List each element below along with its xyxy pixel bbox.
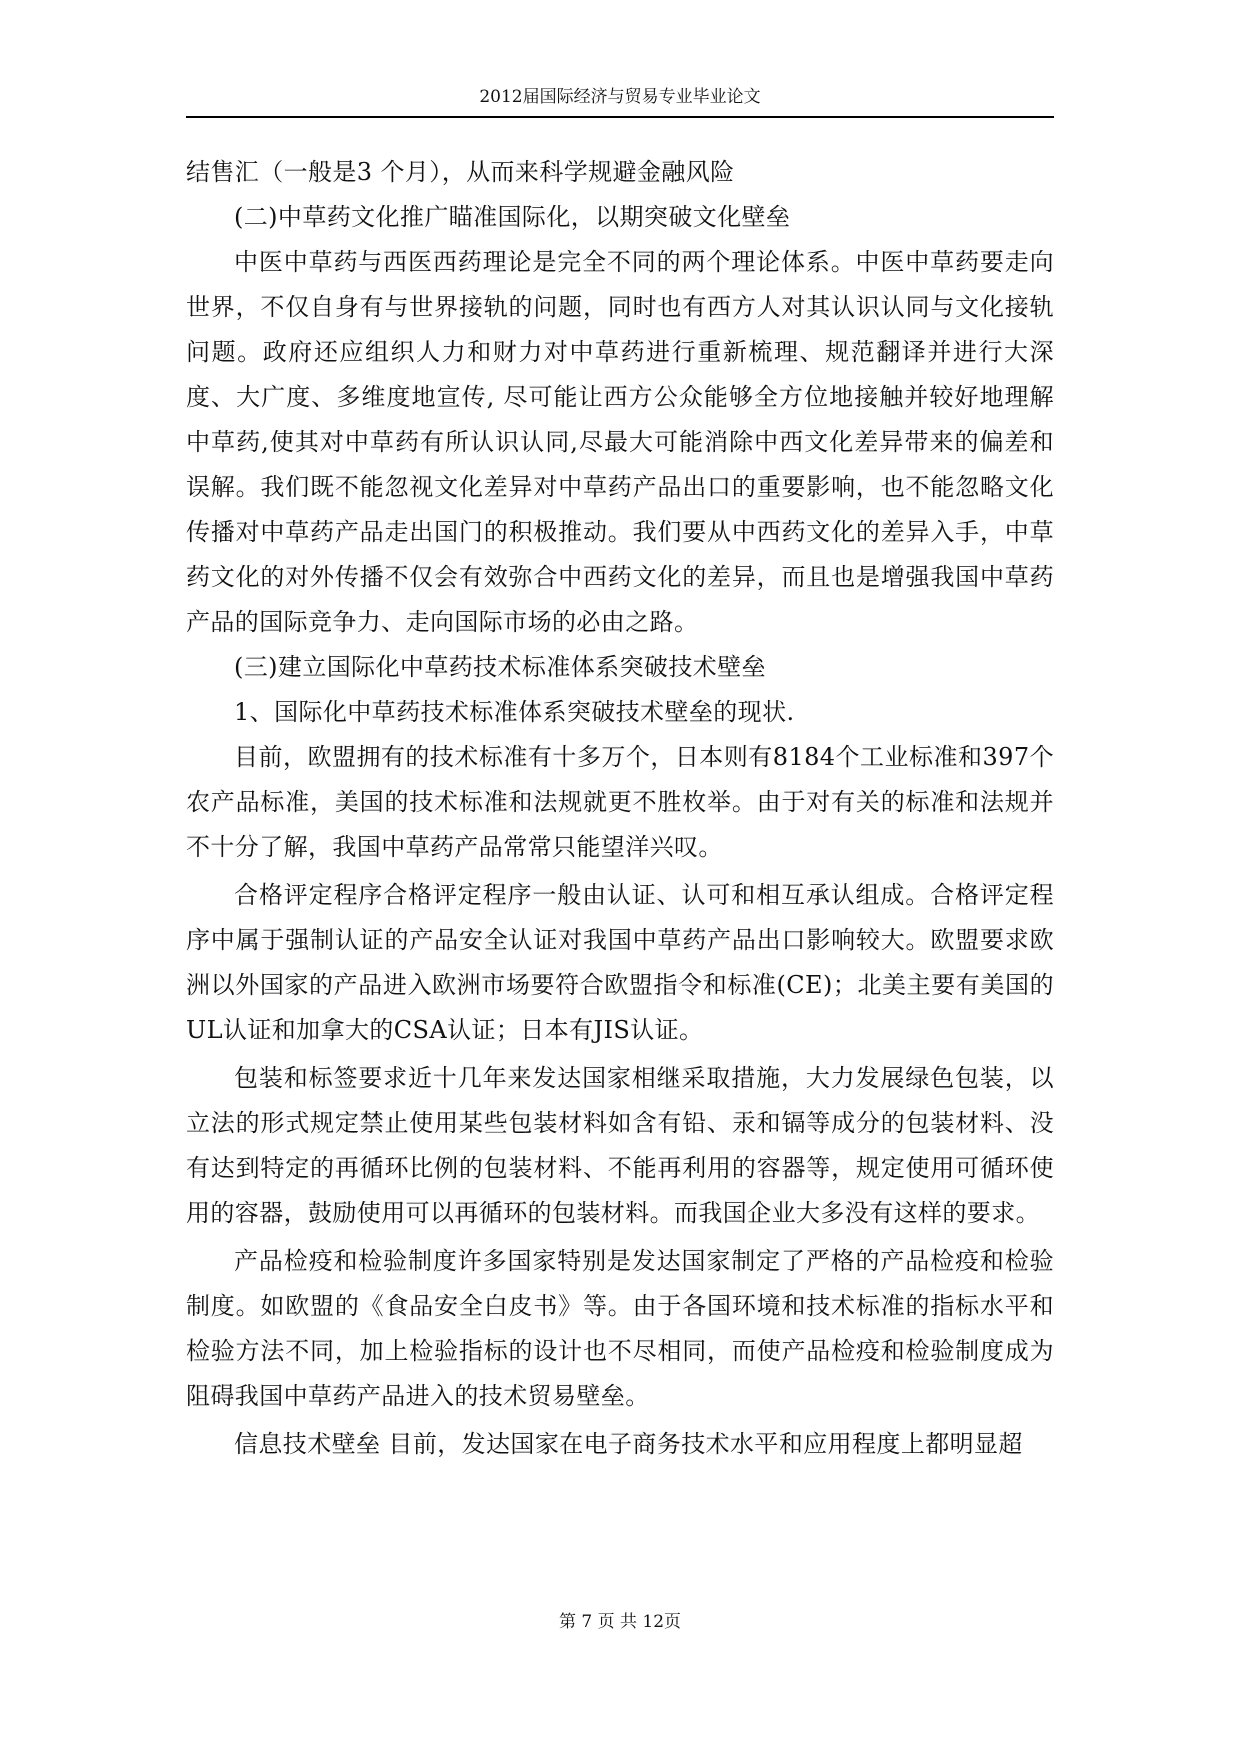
paragraph-it-barrier: 信息技术壁垒 目前，发达国家在电子商务技术水平和应用程度上都明显超 bbox=[234, 1430, 1023, 1458]
header-title: 2012届国际经济与贸易专业毕业论文 bbox=[479, 87, 761, 107]
paragraph-packaging: 包装和标签要求近十几年来发达国家相继采取措施，大力发展绿色包装，以立法的形式规定禁止使用某些包装材料如含有铅、汞和镉等成分的包装材料、没有达到特定的再循环比例的包装材料、不能再利用的容器等，规定使用可循环使用的容器，鼓励使用可以再循环的包装材料。而我国企业大多没有这样的要求。 bbox=[186, 1064, 1054, 1227]
paragraph-inspection: 产品检疫和检验制度许多国家特别是发达国家制定了严格的产品检疫和检验制度。如欧盟的《食品安全白皮书》等。由于各国环境和技术标准的指标水平和检验方法不同，加上检验指标的设计也不尽相同，而使产品检疫和检验制度成为阻碍我国中草药产品进入的技术贸易壁垒。 bbox=[186, 1247, 1054, 1410]
subsection-heading-1: 1、国际化中草药技术标准体系突破技术壁垒的现状. bbox=[234, 698, 795, 726]
section-heading-2: (二)中草药文化推广瞄准国际化，以期突破文化壁垒 bbox=[234, 203, 791, 231]
page-header bbox=[186, 84, 1054, 118]
paragraph-standards: 目前，欧盟拥有的技术标准有十多万个，日本则有8184个工业标准和397个农产品标准，美国的技术标准和法规就更不胜枚举。由于对有关的标准和法规并不十分了解，我国中草药产品常常只能望洋兴叹。 bbox=[186, 743, 1054, 861]
body-text bbox=[186, 150, 1054, 1467]
page-footer bbox=[186, 1610, 1054, 1634]
section-heading-3: (三)建立国际化中草药技术标准体系突破技术壁垒 bbox=[234, 653, 766, 681]
paragraph-culture: 中医中草药与西医西药理论是完全不同的两个理论体系。中医中草药要走向世界，不仅自身有与世界接轨的问题，同时也有西方人对其认识认同与文化接轨问题。政府还应组织人力和财力对中草药进行重新梳理、规范翻译并进行大深度、大广度、多维度地宣传, 尽可能让西方公众能够全方位地接触并较好地理解中草药,使其对中草药有所认识认同,尽最大可能消除中西文化差异带来的偏差和误解。我们既不能忽视文化差异对中草药产品出口的重要影响，也不能忽略文化传播对中草药产品走出国门的积极推动。我们要从中西药文化的差异入手，中草药文化的对外传播不仅会有效弥合中西药文化的差异，而且也是增强我国中草药产品的国际竞争力、走向国际市场的必由之路。 bbox=[186, 248, 1054, 636]
page-number: 第 7 页 共 12页 bbox=[558, 1612, 682, 1632]
paragraph-continuation: 结售汇（一般是3 个月），从而来科学规避金融风险 bbox=[186, 158, 735, 186]
paragraph-conformity: 合格评定程序合格评定程序一般由认证、认可和相互承认组成。合格评定程序中属于强制认证的产品安全认证对我国中草药产品出口影响较大。欧盟要求欧洲以外国家的产品进入欧洲市场要符合欧盟指令和标准(CE)；北美主要有美国的UL认证和加拿大的CSA认证；日本有JIS认证。 bbox=[186, 881, 1054, 1044]
